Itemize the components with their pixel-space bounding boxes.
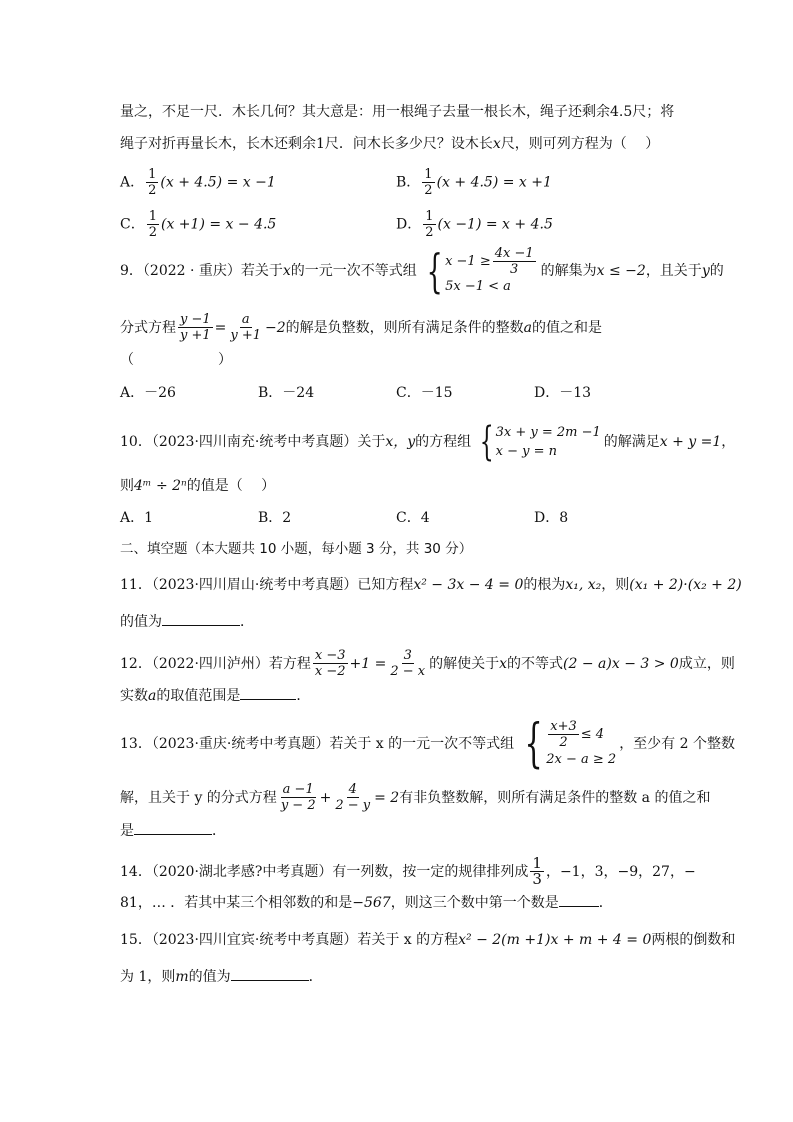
q10-prefix: 10．（2023·四川南充·统考中考真题）关于: [120, 434, 386, 450]
q15-line1: 15．（2023·四川宜宾·统考中考真题）若关于 x 的方程x² − 2(m +1)x + m + 4 = 0两根的倒数和: [120, 932, 736, 948]
brace-icon: {: [479, 419, 494, 465]
q12-var-x: x: [499, 655, 508, 672]
option-label: C．: [120, 216, 145, 233]
brace-icon: {: [524, 714, 543, 774]
fraction: $\frac{1}{2}$: [424, 167, 433, 198]
option-label: B．: [396, 174, 421, 191]
q10-option-a[interactable]: A．1: [120, 510, 154, 526]
q8-option-a[interactable]: [120, 167, 276, 198]
q10-vars: x，y: [385, 434, 416, 450]
q9-text: ，且关于: [645, 263, 702, 279]
q11-line1: 11．（2023·四川眉山·统考中考真题）已知方程x² − 3x − 4 = 0的根为x₁, x₂，则(x₁ + 2)·(x₂ + 2): [120, 577, 742, 593]
q13-line2: 解，且关于 y 的分式方程 $\frac{a -1}{y - 2}$ + $\frac{4}{2 - y}$ = 2 有非负整数解，则所有满足条件的整数 a 的值之和: [120, 782, 711, 813]
q10-expression: 4ᵐ ÷ 2ⁿ: [134, 478, 187, 494]
brace-icon: {: [426, 244, 443, 298]
q12-inequality: (2 − a)x − 3 > 0: [563, 655, 679, 672]
q11-expression: (x₁ + 2)·(x₂ + 2): [629, 577, 742, 593]
q11-equation: x² − 3x − 4 = 0: [413, 577, 524, 593]
q12-line1: 12．（2022·四川泸州）若方程 $\frac{x -3}{x -2}$ +1 = $\frac{3}{2 - x}$ 的解使关于 x 的不等式 (2 − a)x − 3 > 0 成立，则: [120, 648, 735, 679]
q10-option-b[interactable]: B．2: [258, 510, 292, 526]
q10-option-d[interactable]: D．8: [534, 510, 569, 526]
answer-blank[interactable]: [559, 892, 599, 907]
answer-blank[interactable]: [231, 966, 309, 981]
q9-text: 的值之和是: [532, 319, 603, 336]
q14-line2: 81，… ．若其中某三个相邻数的和是−567，则这三个数中第一个数是 ．: [120, 892, 613, 913]
q8-var-x: x: [492, 136, 501, 152]
answer-blank[interactable]: [162, 611, 240, 626]
fraction: $\frac{1}{2}$: [425, 209, 434, 240]
q8-option-c[interactable]: [120, 209, 276, 240]
answer-blank[interactable]: [240, 685, 296, 700]
q9-sys-row2: 5x −1 < a: [445, 279, 511, 294]
q13-line3: 是 ．: [120, 820, 226, 841]
q8-option-b[interactable]: [396, 167, 552, 198]
option-expr: (x + 4.5) = x −1: [160, 174, 276, 191]
fraction: $\frac{x+3}{2}$: [550, 719, 577, 750]
q12-var-a: a: [148, 688, 157, 704]
q9-option-a[interactable]: A．－26: [120, 385, 176, 401]
q10-condition: x + y =1: [659, 434, 722, 450]
fraction: $\frac{4x -1}{3}$: [494, 246, 534, 277]
fraction: $\frac{x -3}{x -2}$: [314, 648, 346, 679]
q8-line2-text-a: 绳子对折再量长木，长木还剩余1尺．问木长多少尺？设木长: [120, 136, 493, 152]
answer-blank[interactable]: [134, 820, 212, 835]
q10-line1: [120, 419, 736, 465]
q12-line2: 实数a的取值范围是 ．: [120, 685, 310, 706]
q14-line1: 14．（2020·湖北孝感?中考真题）有一列数，按一定的规律排列成 $\frac{1}{3}$ ，−1，3，−9，27，−: [120, 854, 696, 888]
q13-sys-row2: 2x − a ≥ 2: [546, 752, 617, 767]
q9-line1: [120, 246, 724, 296]
q9-text: 分式方程: [120, 319, 176, 336]
q11-roots: x₁, x₂: [565, 577, 602, 593]
q9-solution-set: x ≤ −2: [596, 263, 646, 279]
q10-option-c[interactable]: C．4: [396, 510, 430, 526]
q9-answer-paren: （ ）: [120, 352, 232, 368]
q8-line1: 量之，不足一尺．木长几何？其大意是：用一根绳子去量一根长木，绳子还剩余4.5尺；将: [120, 104, 675, 120]
q10-equation-system: [474, 419, 601, 465]
q9-inequality-system: [420, 246, 538, 296]
q9-var-a: a: [523, 319, 533, 336]
q15-equation: x² − 2(m +1)x + m + 4 = 0: [458, 932, 652, 948]
q8-line2-text-b: 尺，则可列方程为（ ）: [500, 136, 660, 152]
q9-var-x: x: [282, 263, 291, 279]
q10-text: ，: [721, 434, 736, 450]
q10-sys-row1: 3x + y = 2m −1: [495, 425, 601, 440]
q14-sum: −567: [352, 895, 391, 911]
fraction: $\frac{4}{2 - y}$: [335, 782, 371, 813]
q9-text: 的一元一次不等式组: [290, 263, 417, 279]
option-expr: (x + 4.5) = x +1: [436, 174, 552, 191]
fraction: $\frac{1}{2}$: [148, 209, 157, 240]
q9-line2: [120, 312, 602, 343]
fraction: $\frac{1}{3}$: [532, 854, 542, 888]
q9-text: 的: [709, 263, 724, 279]
fraction: $\frac{3}{2 - x}$: [390, 648, 426, 679]
q9-text: 的解是负整数，则所有满足条件的整数: [285, 319, 524, 336]
q10-text: 的方程组: [415, 434, 472, 450]
q9-option-c[interactable]: C．－15: [396, 385, 453, 401]
q9-option-b[interactable]: B．－24: [258, 385, 315, 401]
q10-text: 的解满足: [603, 434, 660, 450]
option-expr: (x +1) = x − 4.5: [161, 216, 277, 233]
option-expr: (x −1) = x + 4.5: [437, 216, 553, 233]
q9-option-d[interactable]: D．－13: [534, 385, 592, 401]
q9-sys-row1: x −1 ≥ $\frac{4x -1}{3}$: [445, 246, 534, 277]
q9-eq-tail: −2: [265, 319, 286, 336]
equals-sign: =: [214, 319, 227, 336]
option-label: D．: [396, 216, 422, 233]
q15-line2: 为 1，则m的值为 ．: [120, 966, 323, 987]
q9-prefix: 9．（2022 · 重庆）若关于: [120, 263, 283, 279]
q9-var-y: y: [701, 263, 710, 279]
q13-line1: 13．（2023·重庆·统考中考真题）若关于 x 的一元一次不等式组 { $\frac{x+3}{2}$ ≤ 4 2x − a ≥ 2 ，至少有 2 个整数: [120, 714, 735, 774]
option-label: A．: [120, 174, 145, 191]
q11-line2: 的值为 ．: [120, 611, 254, 632]
fraction: $\frac{1}{2}$: [148, 167, 157, 198]
q9-text: 的解集为: [540, 263, 597, 279]
q10-line2: 则4ᵐ ÷ 2ⁿ的值是（ ）: [120, 478, 276, 494]
q13-sys-row1: $\frac{x+3}{2}$ ≤ 4: [550, 719, 605, 750]
fraction: $\frac{a -1}{y - 2}$: [280, 782, 316, 813]
section-heading: 二、填空题（本大题共 10 小题，每小题 3 分，共 30 分）: [120, 541, 473, 557]
q15-var-m: m: [175, 969, 189, 985]
q8-option-d[interactable]: [396, 209, 553, 240]
q8-line2: [120, 134, 659, 154]
fraction: $\frac{a}{y +1}$: [230, 312, 262, 343]
q10-sys-row2: x − y = n: [495, 444, 557, 459]
fraction: $\frac{y -1}{y +1}$: [180, 312, 211, 343]
q13-inequality-system: [517, 714, 617, 774]
